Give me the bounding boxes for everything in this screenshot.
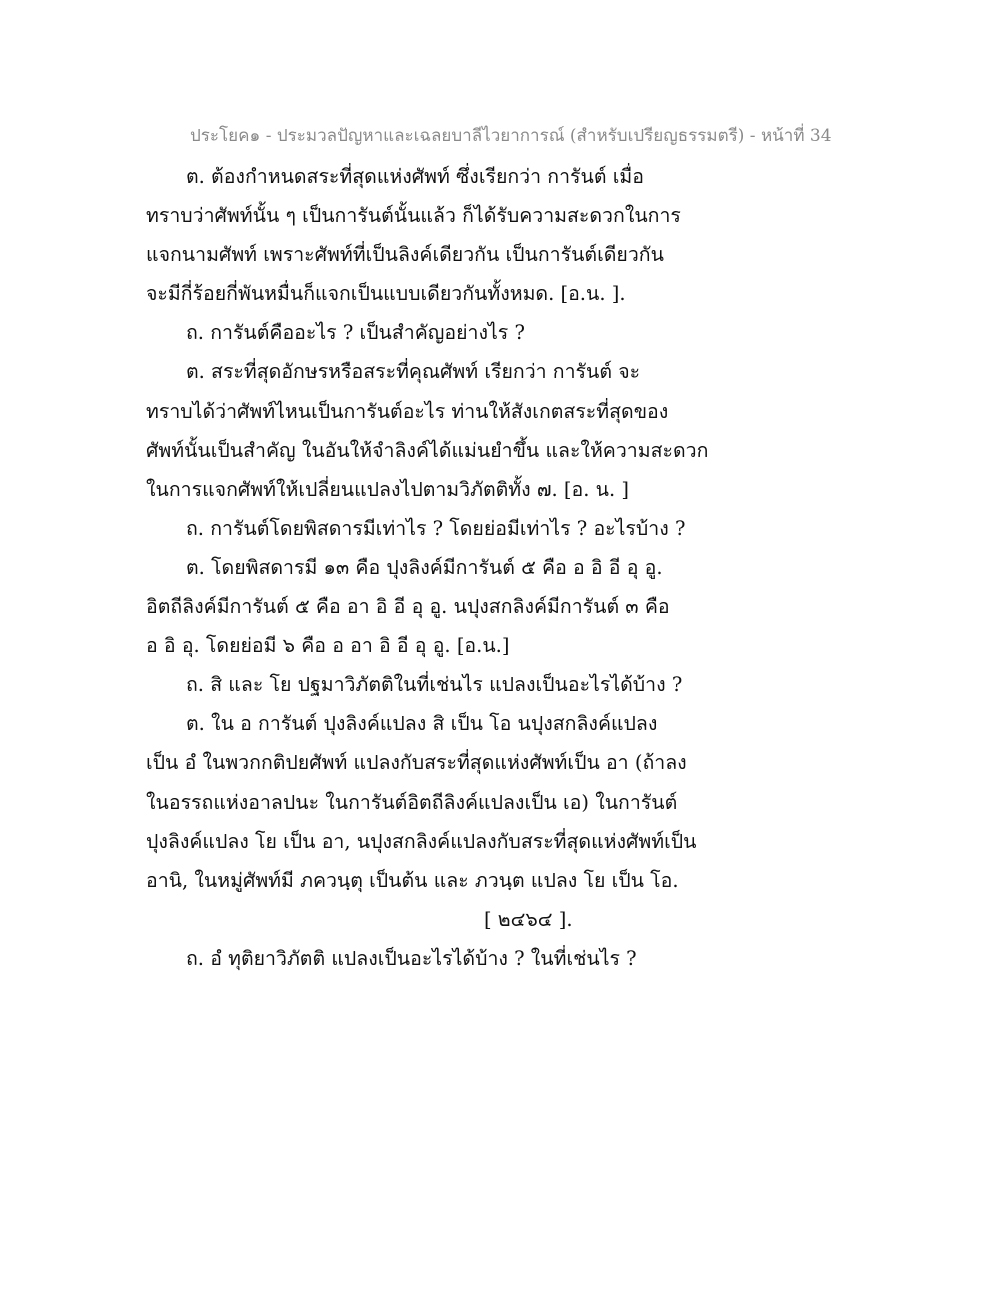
- question-line: ถ. สิ และ โย ปฐมาวิภัตติในที่เช่นไร แปลงเป็นอะไรได้บ้าง ?: [186, 673, 683, 697]
- text-line: ทราบได้ว่าศัพท์ไหนเป็นการันต์อะไร ท่านให้สังเกตสระที่สุดของ: [146, 399, 669, 423]
- text-line: อานิ, ในหมู่ศัพท์มี ภควนฺตุ เป็นต้น และ ภวนฺต แปลง โย เป็น โอ.: [146, 868, 679, 892]
- text-line: จะมีกี่ร้อยกี่พันหมื่นก็แจกเป็นแบบเดียวกันทั้งหมด. [อ.น. ].: [146, 282, 626, 306]
- text-line: ในอรรถแห่งอาลปนะ ในการันต์อิตถีลิงค์แปลงเป็น เอ) ในการันต์: [146, 790, 678, 814]
- text-line: ปุงลิงค์แปลง โย เป็น อา, นปุงสกลิงค์แปลงกับสระที่สุดแห่งศัพท์เป็น: [146, 829, 697, 853]
- text-line: เป็น อํ ในพวกกติปยศัพท์ แปลงกับสระที่สุดแห่งศัพท์เป็น อา (ถ้าลง: [146, 751, 687, 775]
- answer-line: ต. โดยพิสดารมี ๑๓ คือ ปุงลิงค์มีการันต์ ๕ คือ อ อิ อี อุ อู.: [186, 555, 663, 579]
- question-line: ถ. อํ ทุติยาวิภัตติ แปลงเป็นอะไรได้บ้าง ? ในที่เช่นไร ?: [186, 946, 637, 970]
- text-line: ศัพท์นั้นเป็นสำคัญ ในอันให้จำลิงค์ได้แม่นยำขึ้น และให้ความสะดวก: [146, 438, 709, 462]
- answer-line: ต. ต้องกำหนดสระที่สุดแห่งศัพท์ ซึ่งเรียกว่า การันต์ เมื่อ: [186, 165, 644, 188]
- text-line: ทราบว่าศัพท์นั้น ๆ เป็นการันต์นั้นแล้ว ก็ได้รับความสะดวกในการ: [146, 204, 681, 228]
- text-line: ในการแจกศัพท์ให้เปลี่ยนแปลงไปตามวิภัตติทั้ง ๗. [อ. น. ]: [146, 477, 629, 501]
- text-line: อิตถีลิงค์มีการันต์ ๕ คือ อา อิ อี อุ อู. นปุงสกลิงค์มีการันต์ ๓ คือ: [146, 595, 670, 619]
- question-line: ถ. การันต์โดยพิสดารมีเท่าไร ? โดยย่อมีเท่าไร ? อะไรบ้าง ?: [186, 516, 686, 540]
- answer-line: ต. สระที่สุดอักษรหรือสระที่คุณศัพท์ เรียกว่า การันต์ จะ: [186, 360, 641, 384]
- page-header: ประโยค๑ - ประมวลปัญหาและเฉลยบาลีไวยาการณ์ (สำหรับเปรียญธรรมตรี) - หน้าที่ 34: [190, 126, 832, 146]
- question-line: ถ. การันต์คืออะไร ? เป็นสำคัญอย่างไร ?: [186, 321, 525, 345]
- text-line: แจกนามศัพท์ เพราะศัพท์ที่เป็นลิงค์เดียวกัน เป็นการันต์เดียวกัน: [146, 243, 664, 267]
- body-text: [146, 157, 709, 978]
- text-line: อ อิ อุ. โดยย่อมี ๖ คือ อ อา อิ อี อุ อู. [อ.น.]: [146, 634, 510, 658]
- answer-line: ต. ใน อ การันต์ ปุงลิงค์แปลง สิ เป็น โอ นปุงสกลิงค์แปลง: [186, 712, 658, 736]
- reference-line: [ ๒๔๖๔ ].: [484, 907, 573, 931]
